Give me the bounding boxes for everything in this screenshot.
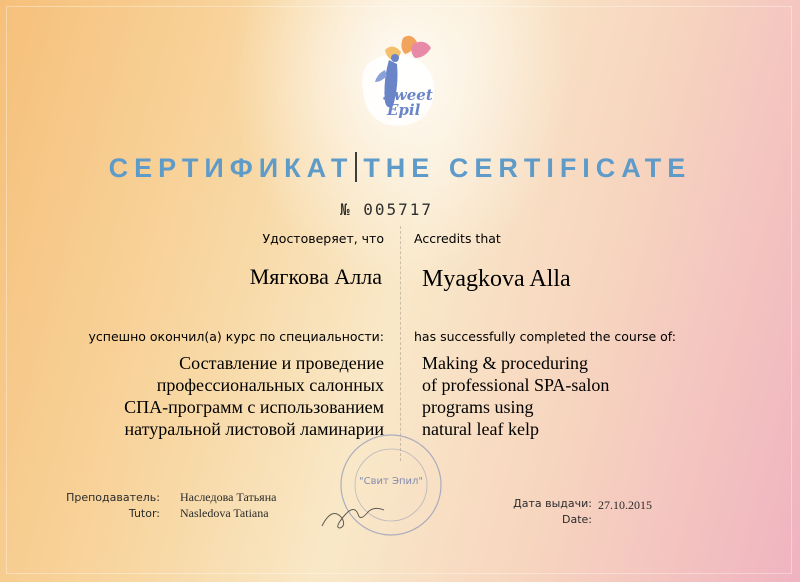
fairy-butterfly-logo-icon [355, 30, 445, 140]
tutor-names [180, 489, 276, 521]
recipient-name-en: Myagkova Alla [422, 266, 571, 292]
course-title-ru [124, 352, 384, 440]
title-en: THE CERTIFICATE [363, 153, 692, 183]
certificate-title [0, 152, 800, 184]
date-label-en: Date: [562, 513, 592, 526]
completed-label-en: has successfully completed the course of: [414, 329, 676, 344]
column-divider [400, 226, 401, 461]
tutor-name-en: Nasledova Tatiana [180, 506, 269, 520]
title-ru: СЕРТИФИКАТ [108, 153, 354, 183]
stamp-text: "Свит Эпил" [359, 476, 423, 487]
recipient-name-ru: Мягкова Алла [249, 264, 382, 289]
title-separator [355, 152, 357, 182]
course-title-en [422, 352, 609, 440]
course-line: натуральной листовой ламинарии [124, 419, 384, 439]
certificate-number: № 005717 [340, 200, 434, 219]
date-label-ru: Дата выдачи: [513, 497, 592, 510]
logo-text [383, 88, 453, 118]
accredits-label-en: Accredits that [414, 231, 501, 246]
accredits-label-ru: Удостоверяет, что [262, 231, 384, 246]
logo-text-line1: Sweet [383, 86, 433, 104]
course-line: СПА-программ с использованием [124, 397, 384, 417]
course-line: programs using [422, 397, 534, 417]
issue-date: 27.10.2015 [598, 498, 652, 512]
logo-text-line2: Epil [387, 101, 421, 119]
course-line: of professional SPA-salon [422, 375, 610, 395]
date-labels [480, 496, 592, 528]
tutor-name-ru: Наследова Татьяна [180, 490, 277, 504]
completed-label-ru: успешно окончил(а) курс по специальности: [88, 329, 384, 344]
tutor-labels [60, 490, 160, 522]
signature-icon [318, 500, 388, 534]
sweet-epil-logo [355, 30, 445, 140]
tutor-label-ru: Преподаватель: [66, 491, 160, 504]
tutor-label-en: Tutor: [128, 507, 160, 520]
course-line: профессиональных салонных [156, 375, 384, 395]
course-line: Составление и проведение [179, 353, 384, 373]
tutor-signature [318, 500, 388, 534]
course-line: natural leaf kelp [422, 419, 539, 439]
course-line: Making & proceduring [422, 353, 588, 373]
